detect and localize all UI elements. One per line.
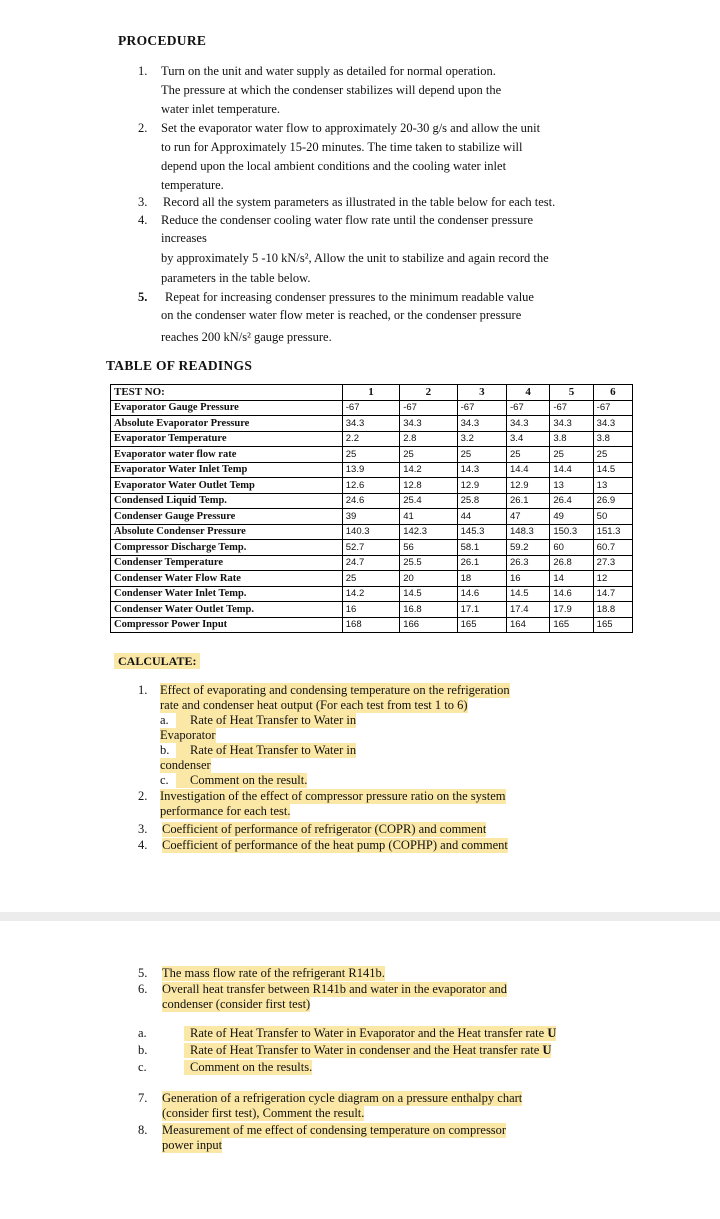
row-label: Evaporator Gauge Pressure [111, 400, 343, 416]
table-cell: 60.7 [593, 540, 632, 556]
table-row [111, 462, 633, 478]
table-row [111, 493, 633, 509]
table-cell: 34.3 [400, 416, 457, 432]
table-row [111, 540, 633, 556]
table-cell: 18 [457, 571, 506, 587]
table-cell: 60 [550, 540, 593, 556]
table-row [111, 555, 633, 571]
row-label: Condenser Water Inlet Temp. [111, 586, 343, 602]
table-cell: 52.7 [342, 540, 399, 556]
row-label: Compressor Power Input [111, 617, 343, 633]
table-cell: 41 [400, 509, 457, 525]
table-cell: 50 [593, 509, 632, 525]
table-cell: 34.3 [593, 416, 632, 432]
table-cell: 3.4 [507, 431, 550, 447]
table-cell: 14.2 [342, 586, 399, 602]
table-cell: 14.3 [457, 462, 506, 478]
table-cell: 13 [550, 478, 593, 494]
table-row [111, 447, 633, 463]
table-cell: 16 [342, 602, 399, 618]
table-cell: 25 [550, 447, 593, 463]
table-cell: 25.8 [457, 493, 506, 509]
table-cell: 14.5 [507, 586, 550, 602]
table-cell: 25 [342, 447, 399, 463]
table-row [111, 478, 633, 494]
table-cell: -67 [550, 400, 593, 416]
table-cell: 12 [593, 571, 632, 587]
table-cell: 151.3 [593, 524, 632, 540]
table-header-cell: 3 [457, 385, 506, 401]
row-label: Absolute Evaporator Pressure [111, 416, 343, 432]
table-header-cell: 6 [593, 385, 632, 401]
table-heading: TABLE OF READINGS [106, 358, 253, 373]
table-cell: 140.3 [342, 524, 399, 540]
table-cell: 49 [550, 509, 593, 525]
table-row [111, 431, 633, 447]
row-label: Evaporator Water Inlet Temp [111, 462, 343, 478]
table-cell: 58.1 [457, 540, 506, 556]
row-label: Evaporator Temperature [111, 431, 343, 447]
table-cell: 13 [593, 478, 632, 494]
table-row [111, 400, 633, 416]
table-row [111, 571, 633, 587]
table-cell: 56 [400, 540, 457, 556]
table-cell: 16.8 [400, 602, 457, 618]
table-cell: 20 [400, 571, 457, 587]
table-cell: 26.8 [550, 555, 593, 571]
row-label: Evaporator water flow rate [111, 447, 343, 463]
table-cell: 166 [400, 617, 457, 633]
table-cell: 25.4 [400, 493, 457, 509]
table-cell: 14 [550, 571, 593, 587]
table-cell: 34.3 [457, 416, 506, 432]
table-cell: 3.2 [457, 431, 506, 447]
table-cell: 168 [342, 617, 399, 633]
row-label: Condenser Water Flow Rate [111, 571, 343, 587]
table-cell: 26.3 [507, 555, 550, 571]
table-cell: 3.8 [550, 431, 593, 447]
table-cell: 14.7 [593, 586, 632, 602]
row-label: Compressor Discharge Temp. [111, 540, 343, 556]
table-cell: 12.6 [342, 478, 399, 494]
row-label: Evaporator Water Outlet Temp [111, 478, 343, 494]
row-label: Condenser Gauge Pressure [111, 509, 343, 525]
table-cell: 2.2 [342, 431, 399, 447]
table-cell: 165 [593, 617, 632, 633]
table-cell: 164 [507, 617, 550, 633]
table-cell: 34.3 [507, 416, 550, 432]
table-cell: 26.9 [593, 493, 632, 509]
table-cell: 25 [457, 447, 506, 463]
table-body [111, 400, 633, 633]
table-cell: 34.3 [550, 416, 593, 432]
table-cell: 24.7 [342, 555, 399, 571]
table-cell: 14.5 [400, 586, 457, 602]
table-cell: -67 [342, 400, 399, 416]
calculate-heading: CALCULATE: [114, 654, 200, 669]
table-cell: 25.5 [400, 555, 457, 571]
table-cell: 25 [342, 571, 399, 587]
table-cell: 59.2 [507, 540, 550, 556]
table-header-cell: 5 [550, 385, 593, 401]
table-cell: 148.3 [507, 524, 550, 540]
table-cell: -67 [507, 400, 550, 416]
table-header-cell: 2 [400, 385, 457, 401]
table-cell: 12.8 [400, 478, 457, 494]
table-row [111, 509, 633, 525]
table-cell: 165 [550, 617, 593, 633]
table-cell: 14.2 [400, 462, 457, 478]
table-cell: 12.9 [457, 478, 506, 494]
row-label: Condenser Water Outlet Temp. [111, 602, 343, 618]
table-row [111, 524, 633, 540]
table-cell: 150.3 [550, 524, 593, 540]
table-cell: 2.8 [400, 431, 457, 447]
table-cell: 142.3 [400, 524, 457, 540]
table-cell: 18.8 [593, 602, 632, 618]
table-header-cell: 4 [507, 385, 550, 401]
table-cell: 25 [593, 447, 632, 463]
table-cell: 3.8 [593, 431, 632, 447]
table-row [111, 602, 633, 618]
table-cell: -67 [457, 400, 506, 416]
table-cell: 17.4 [507, 602, 550, 618]
table-cell: 25 [400, 447, 457, 463]
table-cell: 39 [342, 509, 399, 525]
table-cell: 12.9 [507, 478, 550, 494]
table-cell: 16 [507, 571, 550, 587]
table-cell: 17.1 [457, 602, 506, 618]
table-cell: 26.1 [507, 493, 550, 509]
table-cell: 26.4 [550, 493, 593, 509]
table-cell: 44 [457, 509, 506, 525]
table-cell: 25 [507, 447, 550, 463]
table-row [111, 586, 633, 602]
table-cell: 14.4 [507, 462, 550, 478]
table-cell: -67 [400, 400, 457, 416]
table-header-cell: 1 [342, 385, 399, 401]
table-header-row [111, 385, 633, 401]
table-cell: 165 [457, 617, 506, 633]
table-cell: 14.4 [550, 462, 593, 478]
row-label: Absolute Condenser Pressure [111, 524, 343, 540]
table-cell: 47 [507, 509, 550, 525]
table-cell: 27.3 [593, 555, 632, 571]
table-row [111, 617, 633, 633]
page-divider [0, 912, 720, 921]
row-label: Condensed Liquid Temp. [111, 493, 343, 509]
table-cell: 24.6 [342, 493, 399, 509]
procedure-heading: PROCEDURE [118, 33, 207, 48]
table-cell: 14.5 [593, 462, 632, 478]
table-cell: -67 [593, 400, 632, 416]
table-row [111, 416, 633, 432]
table-cell: 145.3 [457, 524, 506, 540]
table-cell: 14.6 [550, 586, 593, 602]
readings-table [110, 384, 633, 633]
row-label: Condenser Temperature [111, 555, 343, 571]
table-cell: 26.1 [457, 555, 506, 571]
table-cell: 17.9 [550, 602, 593, 618]
table-cell: 14.6 [457, 586, 506, 602]
table-header-cell: TEST NO: [111, 385, 343, 401]
table-cell: 34.3 [342, 416, 399, 432]
table-cell: 13.9 [342, 462, 399, 478]
